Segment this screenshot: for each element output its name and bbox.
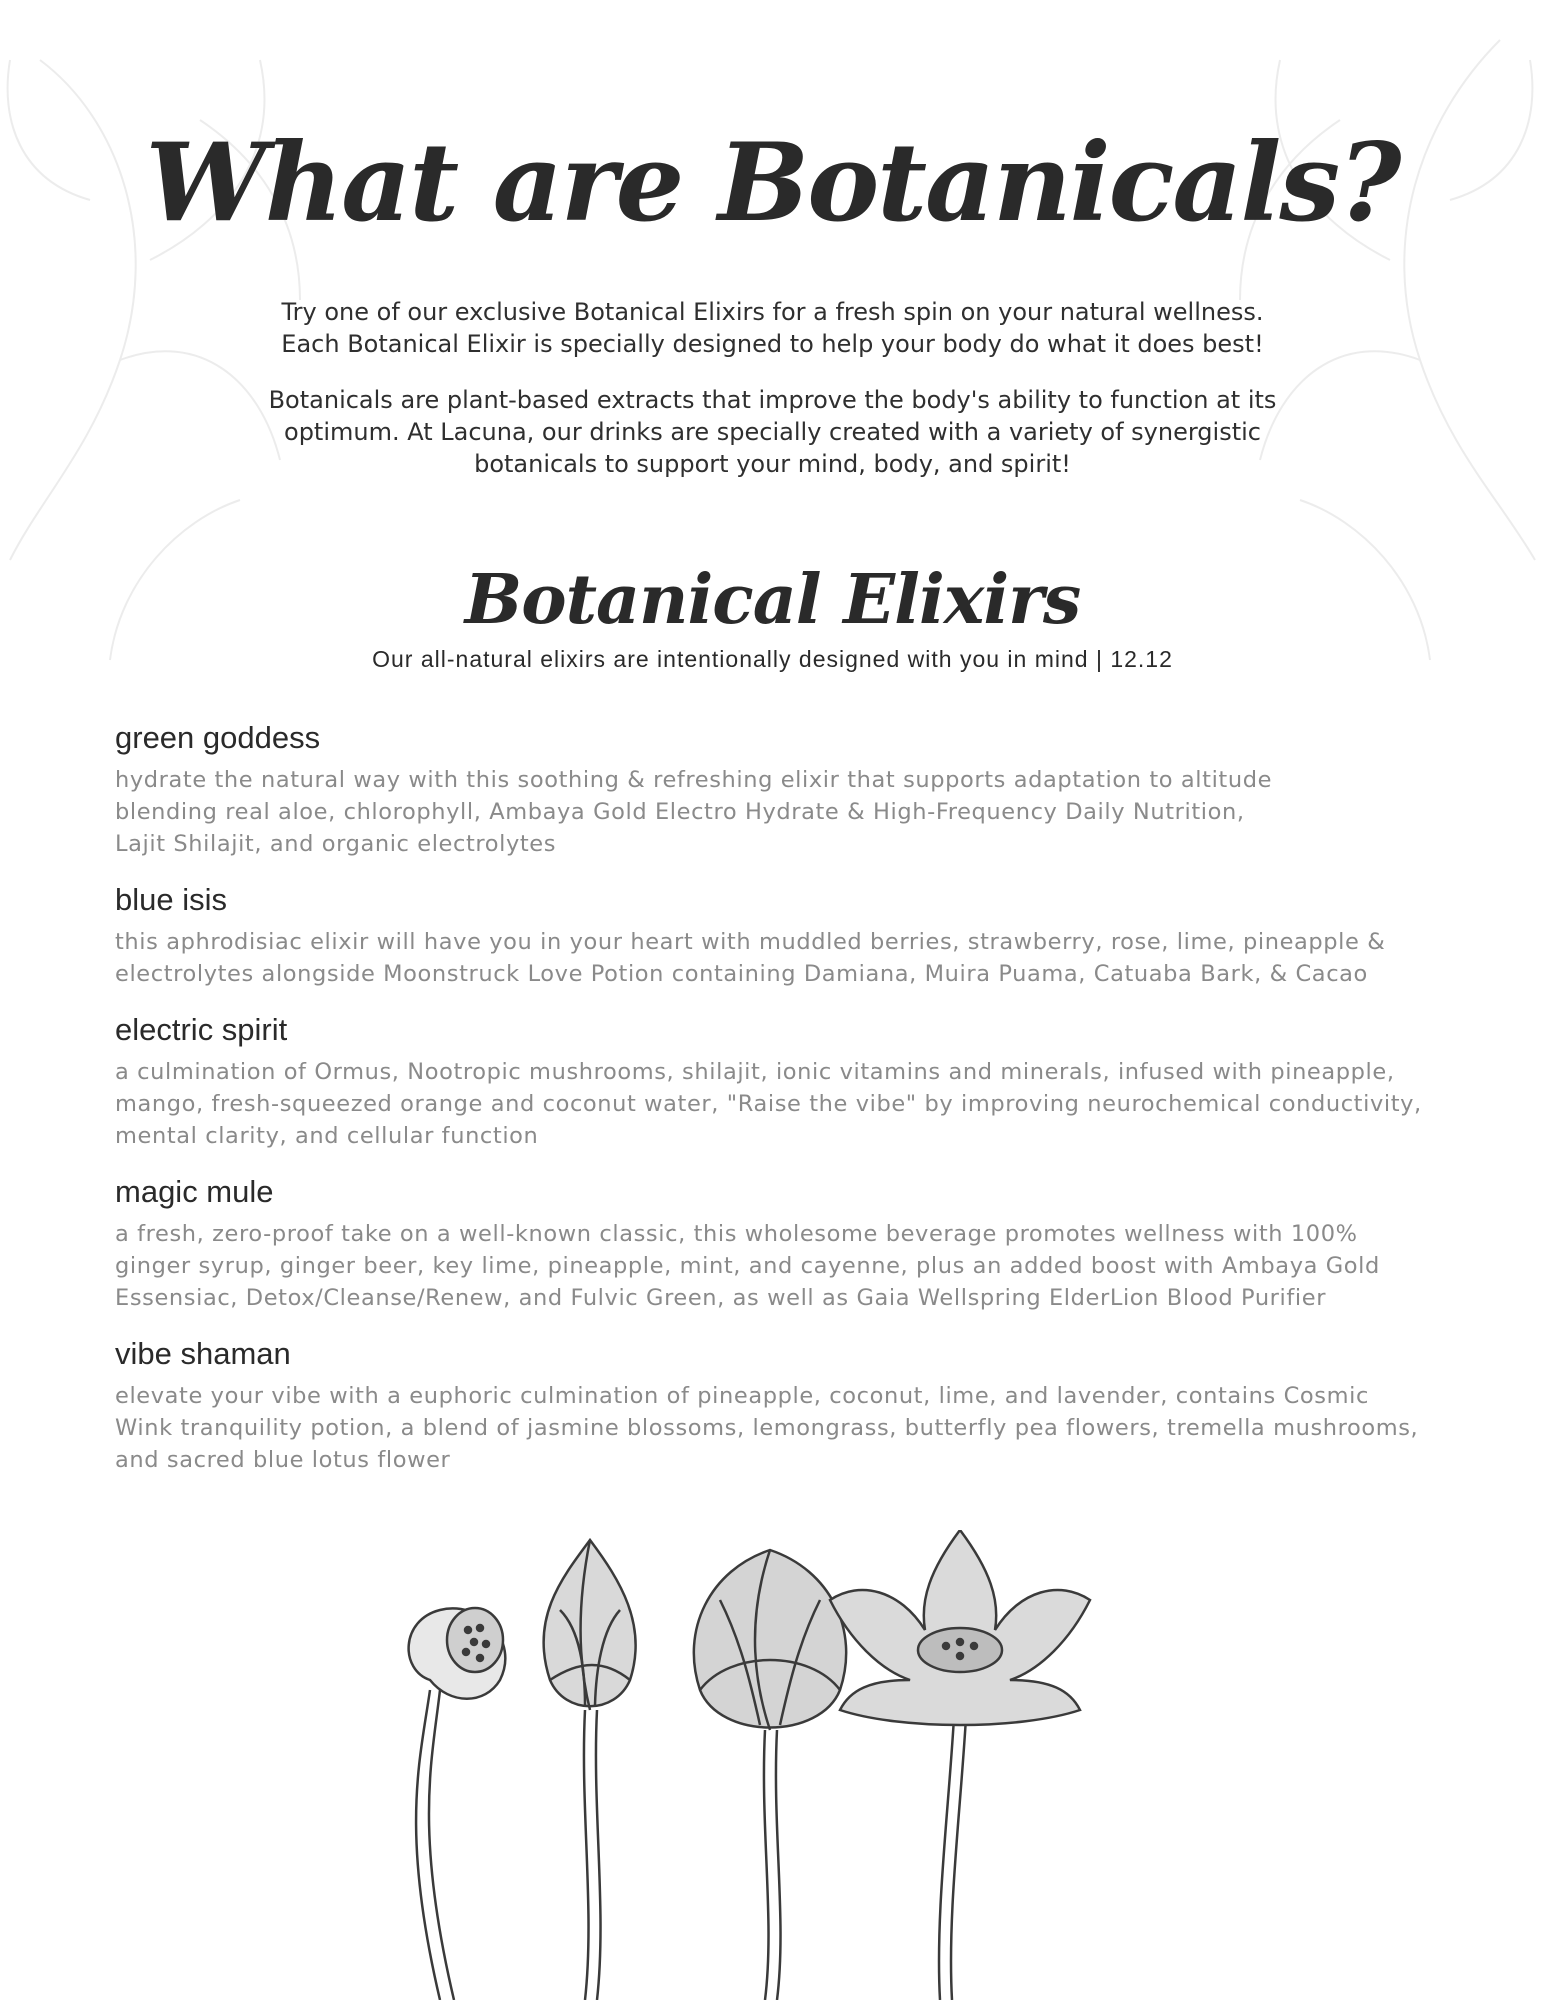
- menu-item-description: elevate your vibe with a euphoric culmination of pineapple, coconut, lime, and lavender, contains Cosmic Wink tranquility potion, a blend of jasmine blossoms, lemongrass, butterfly pea flowers, tremella mushrooms, and sacred blue lotus flower: [115, 1383, 1419, 1473]
- menu-item-name: vibe shaman: [115, 1336, 291, 1371]
- menu-item: [115, 1012, 1445, 1152]
- menu-item-description: a fresh, zero-proof take on a well-known classic, this wholesome beverage promotes wellness with 100% ginger syrup, ginger beer, key lime, pineapple, mint, and cayenne, plus an added boost with Ambaya Gold Essensiac, Detox/Cleanse/Renew, and Fulvic Green, as well as Gaia Wellspring ElderLion Blood Purifier: [115, 1221, 1380, 1311]
- page-title: What are Botanicals?: [145, 120, 1400, 246]
- lotus-flowers-icon: [380, 1530, 1180, 2000]
- menu-item-name: blue isis: [115, 882, 227, 917]
- intro-paragraph-2: Botanicals are plant-based extracts that improve the body's ability to function at its optimum. At Lacuna, our drinks are specially created with a variety of synergistic botanicals to support your mind, body, and spirit!: [268, 386, 1277, 478]
- menu-item-description: hydrate the natural way with this soothing & refreshing elixir that supports adaptation to altitude blending real aloe, chlorophyll, Ambaya Gold Electro Hydrate & High-Frequency Daily Nutrition, Lajit Shilajit, and organic electrolytes: [115, 767, 1273, 857]
- elixir-menu: [115, 720, 1445, 1498]
- menu-item: [115, 720, 1445, 860]
- menu-item-name: green goddess: [115, 720, 321, 755]
- intro-paragraph-1: Try one of our exclusive Botanical Elixirs for a fresh spin on your natural wellness. Each Botanical Elixir is specially designed to help your body do what it does best!: [281, 298, 1264, 358]
- menu-item: [115, 882, 1445, 990]
- lotus-bud-icon: [544, 1540, 636, 2000]
- menu-item-description: a culmination of Ormus, Nootropic mushrooms, shilajit, ionic vitamins and minerals, infused with pineapple, mango, fresh-squeezed orange and coconut water, "Raise the vibe" by improving neurochemical conductivity, mental clarity, and cellular function: [115, 1059, 1422, 1149]
- lotus-half-open-icon: [694, 1550, 846, 2000]
- section-title: Botanical Elixirs: [464, 560, 1081, 640]
- menu-item-description: this aphrodisiac elixir will have you in your heart with muddled berries, strawberry, rose, lime, pineapple & electrolytes alongside Moonstruck Love Potion containing Damiana, Muira Puama, Catuaba Bark, & Cacao: [115, 929, 1386, 987]
- section-subtitle: Our all-natural elixirs are intentionally designed with you in mind | 12.12: [372, 646, 1173, 672]
- menu-item-name: magic mule: [115, 1174, 274, 1209]
- menu-item-name: electric spirit: [115, 1012, 288, 1047]
- menu-item: [115, 1174, 1445, 1314]
- menu-item: [115, 1336, 1445, 1476]
- lotus-seed-pod-icon: [409, 1608, 506, 2000]
- lotus-bloom-icon: [830, 1530, 1090, 2000]
